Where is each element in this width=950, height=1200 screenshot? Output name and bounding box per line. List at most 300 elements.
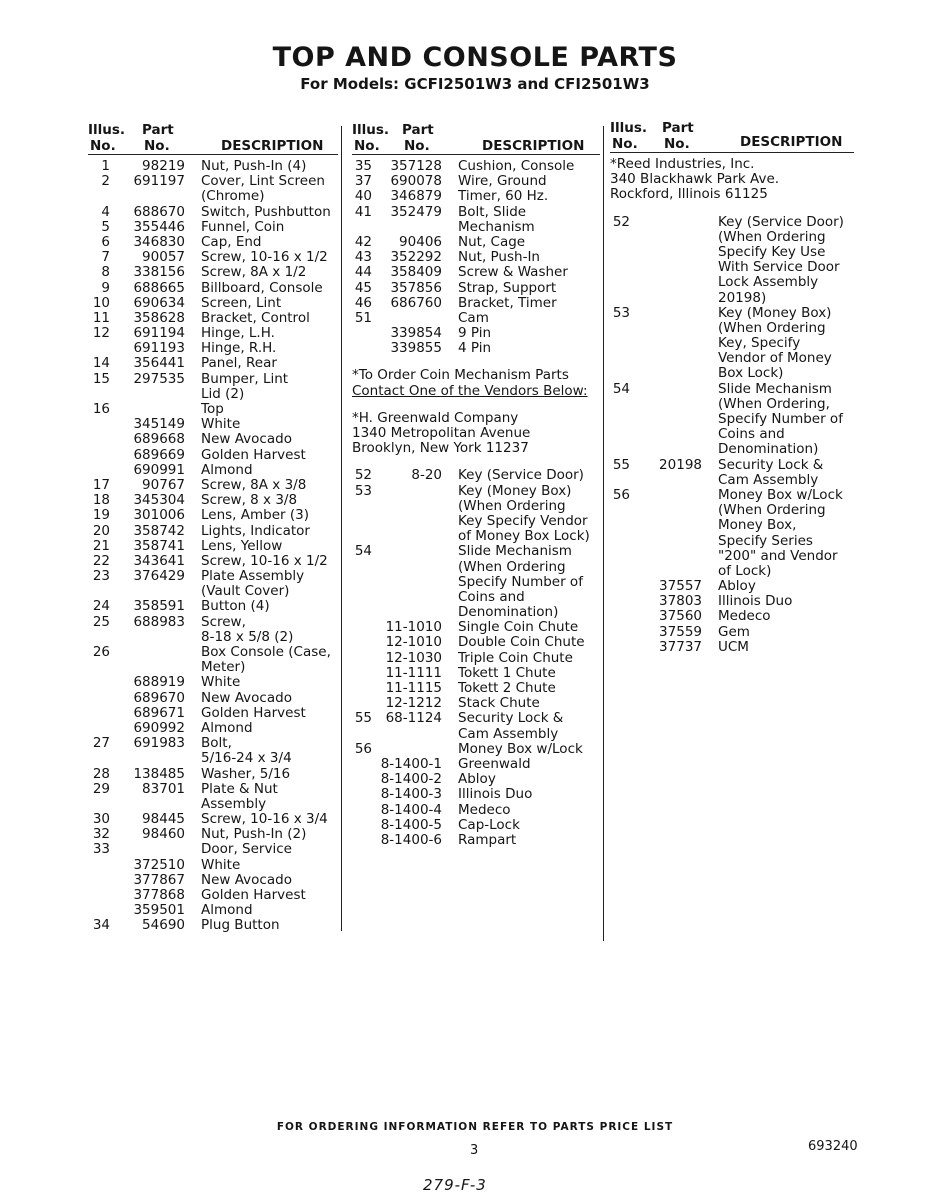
part-row <box>88 508 338 523</box>
part-description: Cushion, Console <box>458 158 575 174</box>
illus-number: 35 <box>354 158 372 174</box>
part-description: White <box>201 856 241 873</box>
part-number: 690992 <box>133 719 185 736</box>
part-number: 339854 <box>390 325 442 342</box>
part-number: 688983 <box>133 613 185 630</box>
illus-number: 27 <box>92 735 110 752</box>
part-no-header: No. <box>664 136 690 152</box>
part-row <box>352 575 602 590</box>
part-row <box>610 458 858 473</box>
part-row <box>610 245 858 260</box>
part-number: 37559 <box>659 623 702 640</box>
document-number: 693240 <box>808 1139 858 1154</box>
part-number: 8-1400-3 <box>380 786 442 803</box>
part-number: 688670 <box>133 203 185 220</box>
illus-no-header: No. <box>612 136 638 152</box>
part-number: 8-1400-6 <box>380 831 442 848</box>
part-description: Lens, Amber (3) <box>201 507 309 524</box>
part-number: 688665 <box>133 279 185 296</box>
part-row <box>610 291 858 306</box>
part-number: 8-1400-5 <box>380 816 442 833</box>
part-number: 689669 <box>133 446 185 463</box>
part-description: Bolt, Slide <box>458 203 527 220</box>
illus-number: 51 <box>354 309 372 326</box>
part-number: 691197 <box>133 173 185 190</box>
header-rule <box>88 154 338 155</box>
part-number: 37737 <box>659 638 702 655</box>
part-row <box>610 503 858 518</box>
part-number: 691983 <box>133 735 185 752</box>
part-row <box>352 499 602 514</box>
vendor-address: Rockford, Illinois 61125 <box>610 186 768 203</box>
part-row <box>610 625 858 640</box>
illus-number: 26 <box>92 644 110 660</box>
part-description: Triple Coin Chute <box>458 649 573 666</box>
part-number: 83701 <box>142 780 185 797</box>
part-row <box>88 918 338 933</box>
part-header: Part <box>662 120 694 136</box>
part-description: Illinois Duo <box>458 786 533 803</box>
part-row <box>352 205 602 220</box>
part-description: Screw, 8A x 3/8 <box>201 476 307 493</box>
illus-number: 7 <box>101 249 110 266</box>
part-number: 8-1400-2 <box>380 771 442 788</box>
illus-number: 6 <box>101 233 110 250</box>
part-description: Money Box, <box>718 517 797 534</box>
part-row <box>88 615 338 630</box>
illus-number: 43 <box>354 249 372 266</box>
page-title: TOP AND CONSOLE PARTS <box>272 42 678 73</box>
handwritten-code: 279-F-3 <box>423 1176 487 1194</box>
part-description: Plate Assembly <box>201 568 305 585</box>
part-row <box>610 275 858 290</box>
part-row <box>610 336 858 351</box>
part-description: Almond <box>201 719 253 736</box>
part-description: Denomination) <box>718 441 819 458</box>
part-description: Top <box>201 401 224 417</box>
models-subtitle: For Models: GCFI2501W3 and CFI2501W3 <box>300 75 650 93</box>
part-row <box>88 326 338 341</box>
part-number: 690991 <box>133 461 185 478</box>
part-description: Screw, <box>201 613 246 630</box>
part-row <box>610 412 858 427</box>
part-description: Strap, Support <box>458 279 557 296</box>
illus-number: 14 <box>92 355 110 372</box>
illus-number: 44 <box>354 264 372 281</box>
part-row <box>88 372 338 387</box>
part-number: 11-1010 <box>385 619 442 636</box>
part-description: Lid (2) <box>201 385 245 402</box>
part-row <box>88 524 338 539</box>
part-description: Cam Assembly <box>458 725 559 742</box>
part-description: Meter) <box>201 659 246 676</box>
part-row <box>352 484 602 499</box>
part-description: Hinge, R.H. <box>201 340 277 357</box>
part-number: 338156 <box>133 264 185 281</box>
illus-number: 16 <box>92 401 110 417</box>
part-description: Vendor of Money <box>718 350 832 367</box>
part-description: "200" and Vendor <box>718 547 838 564</box>
part-number: 68-1124 <box>385 710 442 727</box>
part-row <box>352 666 602 681</box>
part-row <box>610 442 858 457</box>
part-row <box>88 903 338 918</box>
part-number: 345149 <box>133 416 185 433</box>
part-row <box>352 281 602 296</box>
illus-number: 28 <box>92 765 110 782</box>
part-row <box>88 250 338 265</box>
part-row <box>610 579 858 594</box>
part-number: 689668 <box>133 431 185 448</box>
part-description: 20198) <box>718 289 767 306</box>
part-description: Money Box w/Lock <box>718 486 843 503</box>
illus-number: 29 <box>92 780 110 797</box>
part-description: of Money Box Lock) <box>458 528 590 545</box>
part-description: New Avocado <box>201 871 292 888</box>
illus-number: 52 <box>612 213 630 230</box>
part-description: Key Specify Vendor <box>458 512 588 529</box>
part-row <box>88 827 338 842</box>
part-row <box>610 215 858 230</box>
part-row <box>352 635 602 650</box>
part-number: 339855 <box>390 340 442 357</box>
part-number: 691193 <box>133 340 185 357</box>
part-row <box>352 742 602 757</box>
part-row <box>88 463 338 478</box>
part-number: 8-20 <box>411 467 442 484</box>
illus-number: 4 <box>101 203 110 220</box>
part-description: Medeco <box>458 801 511 818</box>
illus-number: 25 <box>92 613 110 630</box>
part-row <box>610 382 858 397</box>
part-row <box>610 594 858 609</box>
part-description: Money Box w/Lock <box>458 740 583 757</box>
illus-number: 53 <box>612 304 630 321</box>
part-description: (When Ordering <box>718 319 826 336</box>
part-description: Abloy <box>718 578 756 595</box>
part-row <box>352 514 602 529</box>
part-row <box>88 630 338 645</box>
part-description: Key (Service Door) <box>458 467 584 484</box>
part-header: Part <box>402 122 434 138</box>
part-description: Lens, Yellow <box>201 537 283 554</box>
description-header: DESCRIPTION <box>740 134 843 150</box>
part-description: Door, Service <box>201 841 292 858</box>
part-number: 352479 <box>390 203 442 220</box>
part-description: New Avocado <box>201 431 292 448</box>
part-description: Specify Key Use <box>718 243 826 260</box>
part-description: 4 Pin <box>458 340 492 357</box>
part-description: Specify Series <box>718 532 813 549</box>
part-row <box>352 174 602 189</box>
illus-number: 8 <box>101 264 110 281</box>
vendor-address: 340 Blackhawk Park Ave. <box>610 171 780 188</box>
part-number: 352292 <box>390 249 442 266</box>
part-row <box>610 351 858 366</box>
part-row <box>610 230 858 245</box>
part-row <box>352 727 602 742</box>
part-description: Almond <box>201 461 253 478</box>
part-description: Funnel, Coin <box>201 218 285 235</box>
part-description: (Chrome) <box>201 188 265 205</box>
part-row <box>610 397 858 412</box>
column-header <box>610 120 858 155</box>
illus-header: Illus. <box>610 120 648 136</box>
part-number: 8-1400-1 <box>380 755 442 772</box>
vendor-note: *To Order Coin Mechanism Parts <box>352 367 569 384</box>
part-row <box>352 296 602 311</box>
part-description: Gem <box>718 623 750 640</box>
column-divider <box>603 126 604 941</box>
part-description: Almond <box>201 902 253 919</box>
part-row <box>88 736 338 751</box>
part-description: Billboard, Console <box>201 279 323 296</box>
part-description: Golden Harvest <box>201 446 306 463</box>
part-description: Washer, 5/16 <box>201 765 291 782</box>
part-row <box>88 311 338 326</box>
part-no-header: No. <box>144 138 170 154</box>
part-row <box>610 427 858 442</box>
part-description: UCM <box>718 638 749 655</box>
part-description: Denomination) <box>458 604 559 621</box>
part-description: 9 Pin <box>458 325 492 342</box>
part-row <box>352 696 602 711</box>
part-number: 12-1212 <box>385 695 442 712</box>
part-description: (When Ordering <box>718 502 826 519</box>
part-number: 20198 <box>659 456 702 473</box>
part-number: 37803 <box>659 593 702 610</box>
part-description: 5/16-24 x 3/4 <box>201 750 292 767</box>
part-description: Screw, 10-16 x 1/2 <box>201 249 328 266</box>
part-description: Key (Service Door) <box>718 213 844 230</box>
part-description: Nut, Cage <box>458 233 526 250</box>
illus-number: 17 <box>92 476 110 493</box>
part-description: Key (Money Box) <box>458 482 572 499</box>
part-row <box>88 842 338 857</box>
part-description: Rampart <box>458 831 517 848</box>
illus-no-header: No. <box>354 138 380 154</box>
part-number: 12-1030 <box>385 649 442 666</box>
illus-number: 21 <box>92 537 110 554</box>
part-row <box>88 387 338 402</box>
part-number: 690078 <box>390 173 442 190</box>
part-row <box>352 560 602 575</box>
part-number: 688919 <box>133 674 185 691</box>
part-row <box>88 691 338 706</box>
part-description: Plate & Nut <box>201 780 278 797</box>
illus-number: 1 <box>101 158 110 174</box>
part-description: Cap-Lock <box>458 816 520 833</box>
part-row <box>88 205 338 220</box>
part-description: Timer, 60 Hz. <box>458 188 549 205</box>
illus-number: 22 <box>92 552 110 569</box>
part-row <box>352 833 602 848</box>
illus-number: 52 <box>354 467 372 484</box>
part-description: Bracket, Timer <box>458 294 557 311</box>
part-number: 346830 <box>133 233 185 250</box>
illus-number: 45 <box>354 279 372 296</box>
part-description: Box Lock) <box>718 365 784 382</box>
part-number: 691194 <box>133 325 185 342</box>
illus-number: 55 <box>354 710 372 727</box>
part-row <box>88 235 338 250</box>
part-row <box>610 549 858 564</box>
part-description: Screw, 8A x 1/2 <box>201 264 307 281</box>
part-number: 346879 <box>390 188 442 205</box>
part-description: Bumper, Lint <box>201 370 289 387</box>
part-description: Switch, Pushbutton <box>201 203 331 220</box>
part-row <box>88 539 338 554</box>
illus-number: 24 <box>92 598 110 615</box>
part-row <box>88 189 338 204</box>
parts-column-3 <box>610 120 858 655</box>
part-row <box>610 260 858 275</box>
part-row <box>352 787 602 802</box>
part-description: Key (Money Box) <box>718 304 832 321</box>
part-number: 90406 <box>399 233 442 250</box>
vendor-address: *H. Greenwald Company <box>352 409 519 426</box>
part-row <box>88 660 338 675</box>
part-number: 90057 <box>142 249 185 266</box>
vendor-note: Contact One of the Vendors Below: <box>352 382 588 399</box>
part-description: Double Coin Chute <box>458 634 585 651</box>
part-row <box>88 432 338 447</box>
part-number: 98445 <box>142 811 185 828</box>
part-number: 359501 <box>133 902 185 919</box>
part-number: 11-1115 <box>385 680 442 696</box>
part-row <box>88 417 338 432</box>
part-row <box>88 493 338 508</box>
part-description: Coins and <box>458 588 525 605</box>
illus-number: 18 <box>92 492 110 509</box>
part-number: 689670 <box>133 689 185 706</box>
part-row <box>352 235 602 250</box>
part-number: 376429 <box>133 568 185 585</box>
illus-number: 15 <box>92 370 110 387</box>
part-description: Screw, 10-16 x 1/2 <box>201 552 328 569</box>
part-row <box>88 265 338 280</box>
part-row <box>352 311 602 326</box>
illus-number: 32 <box>92 826 110 843</box>
part-row <box>610 488 858 503</box>
part-description: Hinge, L.H. <box>201 325 275 342</box>
part-description: Slide Mechanism <box>718 380 832 397</box>
part-number: 138485 <box>133 765 185 782</box>
part-row <box>88 767 338 782</box>
illus-number: 10 <box>92 294 110 311</box>
illus-number: 12 <box>92 325 110 342</box>
column-header <box>88 120 338 155</box>
part-number: 357856 <box>390 279 442 296</box>
header-rule <box>610 152 854 153</box>
illus-number: 54 <box>354 543 372 560</box>
illus-number: 9 <box>101 279 110 296</box>
part-number: 356441 <box>133 355 185 372</box>
part-row <box>88 782 338 797</box>
part-row <box>88 159 338 174</box>
part-description: (When Ordering <box>458 558 566 575</box>
part-row <box>352 159 602 174</box>
part-number: 301006 <box>133 507 185 524</box>
part-description: (Vault Cover) <box>201 583 290 600</box>
illus-number: 33 <box>92 841 110 858</box>
illus-number: 56 <box>612 486 630 503</box>
part-row <box>352 711 602 726</box>
column-header <box>352 120 602 155</box>
part-description: White <box>201 416 241 433</box>
part-number: 358628 <box>133 309 185 326</box>
illus-number: 54 <box>612 380 630 397</box>
part-description: Specify Number of <box>718 411 843 427</box>
part-description: Tokett 2 Chute <box>458 680 556 696</box>
part-row <box>88 675 338 690</box>
description-header: DESCRIPTION <box>482 138 585 154</box>
part-row <box>352 605 602 620</box>
illus-number: 42 <box>354 233 372 250</box>
part-description: Single Coin Chute <box>458 619 579 636</box>
parts-column-1 <box>88 120 338 934</box>
part-row <box>352 681 602 696</box>
part-description: Screw, 8 x 3/8 <box>201 492 298 509</box>
part-row <box>88 356 338 371</box>
part-description: With Service Door <box>718 259 840 276</box>
part-row <box>88 721 338 736</box>
part-description: Button (4) <box>201 598 270 615</box>
part-description: New Avocado <box>201 689 292 706</box>
part-description: of Lock) <box>718 562 772 579</box>
part-number: 377868 <box>133 887 185 903</box>
part-row <box>352 265 602 280</box>
part-description: Cap, End <box>201 233 262 250</box>
part-row <box>352 818 602 833</box>
part-row <box>88 448 338 463</box>
part-row <box>610 534 858 549</box>
part-row <box>352 220 602 235</box>
part-description: Box Console (Case, <box>201 644 331 660</box>
part-row <box>88 281 338 296</box>
part-description: Slide Mechanism <box>458 543 572 560</box>
part-description: 8-18 x 5/8 (2) <box>201 628 294 645</box>
part-description: Golden Harvest <box>201 704 306 721</box>
illus-header: Illus. <box>88 122 126 138</box>
part-description: Illinois Duo <box>718 593 793 610</box>
part-row <box>352 468 602 483</box>
illus-number: 34 <box>92 917 110 934</box>
part-description: Cam <box>458 309 489 326</box>
part-description: Medeco <box>718 608 771 625</box>
ordering-footer: FOR ORDERING INFORMATION REFER TO PARTS PRICE LIST <box>276 1121 674 1133</box>
part-description: Assembly <box>201 795 267 812</box>
part-number: 54690 <box>142 917 185 934</box>
part-number: 343641 <box>133 552 185 569</box>
part-description: White <box>201 674 241 691</box>
part-number: 12-1010 <box>385 634 442 651</box>
part-description: Lock Assembly <box>718 274 819 291</box>
column-divider <box>341 126 342 931</box>
part-description: Greenwald <box>458 755 531 772</box>
illus-number: 19 <box>92 507 110 524</box>
part-row <box>88 888 338 903</box>
part-row <box>352 326 602 341</box>
part-number: 11-1111 <box>385 664 442 681</box>
part-description: Nut, Push-In <box>458 249 540 266</box>
part-row <box>88 751 338 766</box>
illus-number: 11 <box>92 309 110 326</box>
part-description: Mechanism <box>458 218 535 235</box>
part-row <box>88 554 338 569</box>
part-description: Specify Number of <box>458 573 583 590</box>
part-row <box>88 341 338 356</box>
